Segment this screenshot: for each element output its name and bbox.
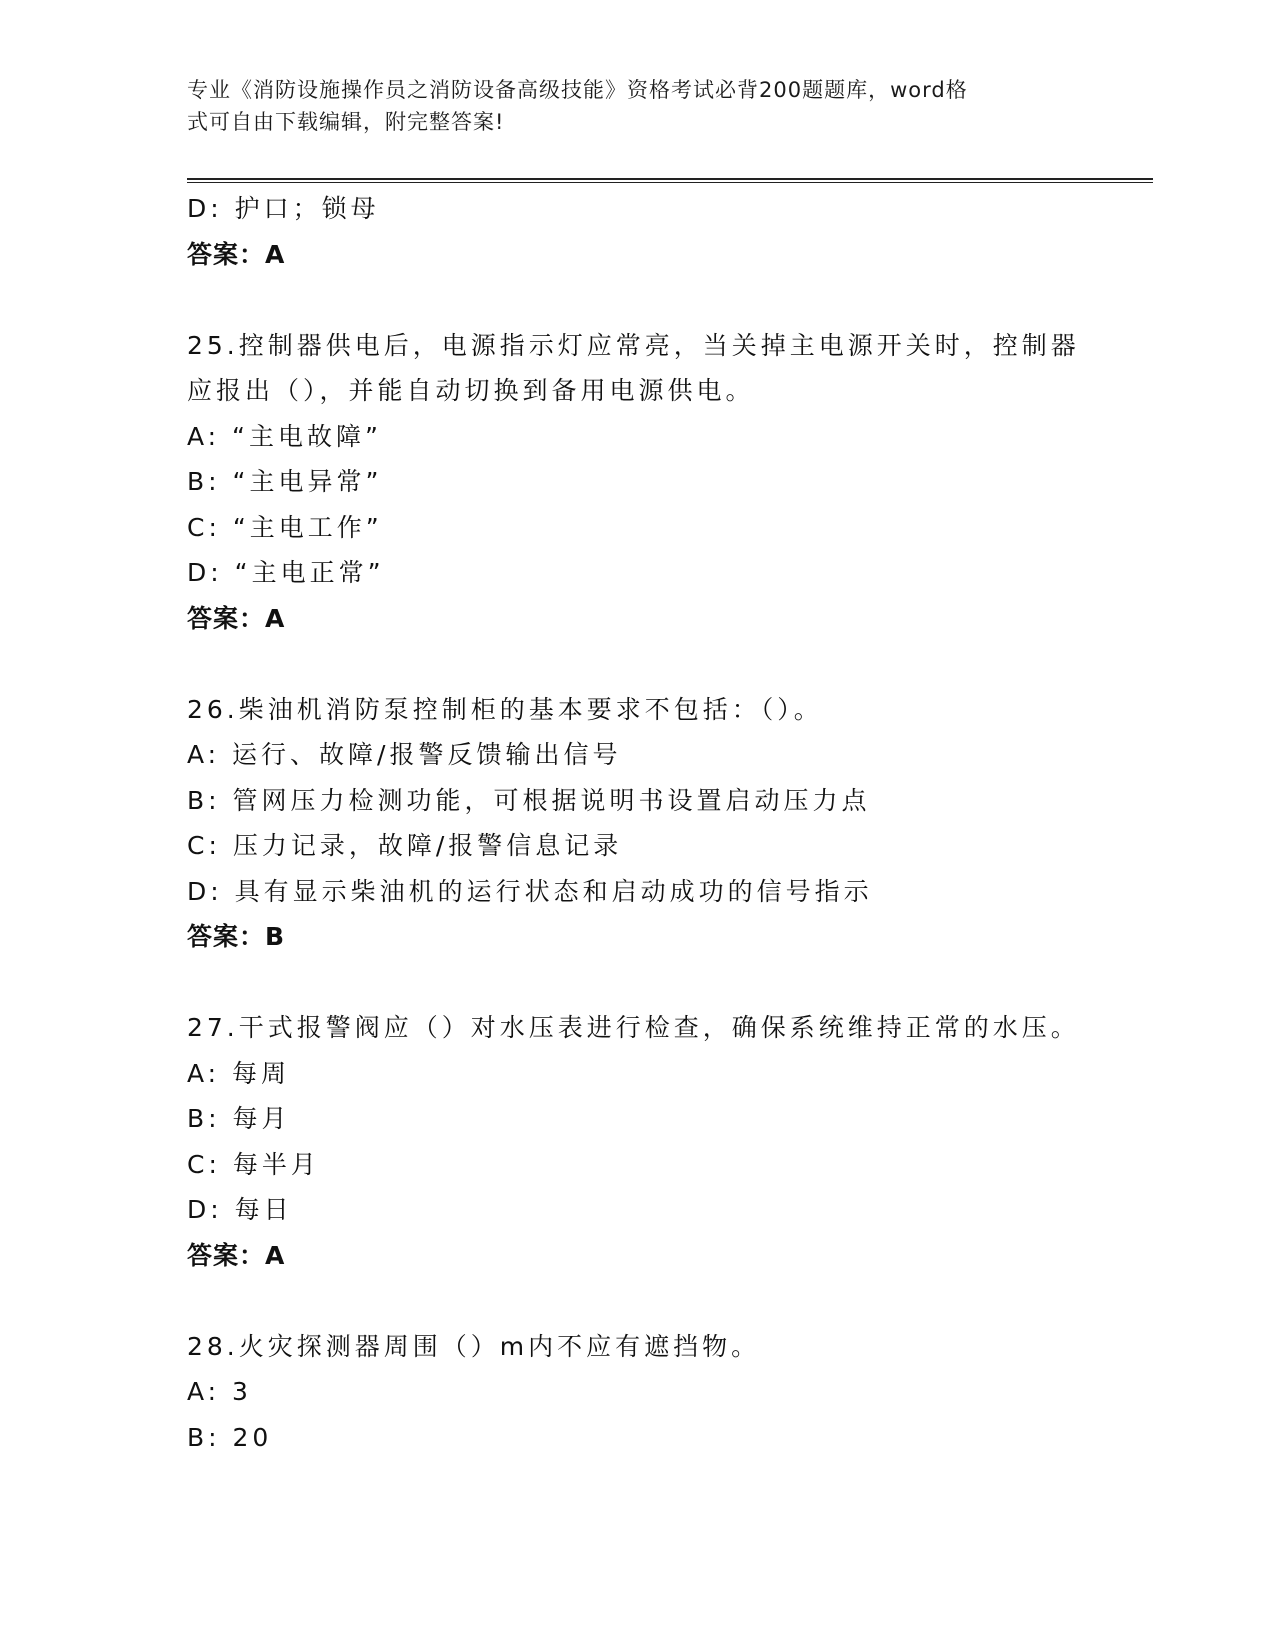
question-26 [187, 687, 1107, 960]
document-header [187, 74, 1087, 138]
q25-answer: 答案：A [187, 603, 286, 633]
q28-option-b: B: 20 [187, 1422, 273, 1452]
q26-option-c: C: 压力记录，故障/报警信息记录 [187, 831, 623, 860]
question-list [187, 186, 1107, 1460]
question-25 [187, 323, 1107, 642]
spacer [187, 277, 1107, 323]
q27-option-d: D: 每日 [187, 1195, 293, 1224]
q27-option-b: B: 每月 [187, 1104, 291, 1133]
question-28 [187, 1324, 1107, 1461]
q26-option-a: A: 运行、故障/报警反馈输出信号 [187, 740, 622, 769]
q24-answer: 答案：A [187, 239, 286, 269]
q25-option-b: B: “主电异常” [187, 467, 383, 496]
spacer [187, 641, 1107, 687]
q28-stem: 28.火灾探测器周围（）m内不应有遮挡物。 [187, 1331, 761, 1361]
spacer [187, 1278, 1107, 1324]
q27-option-c: C: 每半月 [187, 1149, 320, 1179]
question-27 [187, 1005, 1107, 1278]
q26-option-b: B: 管网压力检测功能，可根据说明书设置启动压力点 [187, 785, 871, 815]
q24-option-d: D: 护口；锁母 [187, 194, 380, 223]
header-line-1: 专业《消防设施操作员之消防设备高级技能》资格考试必背200题题库，word格 [187, 78, 968, 102]
q27-option-a: A: 每周 [187, 1058, 291, 1088]
header-divider [187, 178, 1153, 183]
q26-answer: 答案：B [187, 922, 286, 951]
q27-stem: 27.干式报警阀应（）对水压表进行检查，确保系统维持正常的水压。 [187, 1013, 1080, 1042]
q28-option-a: A: 3 [187, 1377, 252, 1406]
header-line-2: 式可自由下载编辑，附完整答案! [187, 110, 505, 134]
q27-answer: 答案：A [187, 1240, 286, 1270]
q25-option-d: D: “主电正常” [187, 558, 385, 587]
spacer [187, 960, 1107, 1006]
q25-option-a: A: “主电故障” [187, 421, 382, 451]
q25-stem-line-2: 应报出（），并能自动切换到备用电源供电。 [187, 376, 755, 405]
q25-option-c: C: “主电工作” [187, 512, 383, 542]
q25-stem-line-1: 25.控制器供电后，电源指示灯应常亮，当关掉主电源开关时，控制器 [187, 330, 1080, 360]
q26-stem: 26.柴油机消防泵控制柜的基本要求不包括：（）。 [187, 694, 823, 724]
q26-option-d: D: 具有显示柴油机的运行状态和启动成功的信号指示 [187, 876, 873, 906]
